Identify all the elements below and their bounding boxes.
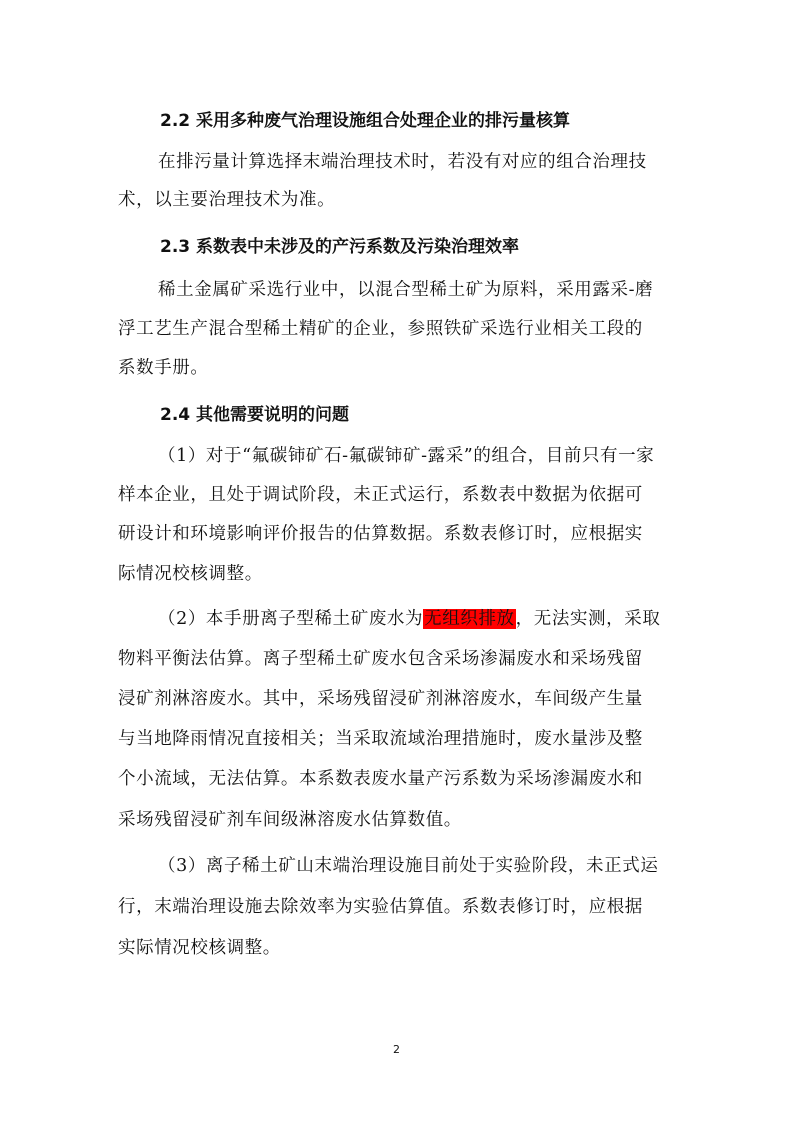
text-line: 在排污量计算选择末端治理技术时，若没有对应的组合治理技 [158,152,647,172]
text-line: 际情况校核调整。 [118,564,263,584]
text-line: 个小流域，无法估算。本系数表废水量产污系数为采场渗漏废水和 [118,769,643,789]
text-segment: ，无法实测，采取 [515,609,661,629]
text-line-with-highlight [158,605,660,630]
text-line: 系数手册。 [118,358,209,378]
text-line: 术，以主要治理技术为准。 [118,190,336,210]
text-line: 研设计和环境影响评价报告的估算数据。系数表修订时，应根据实 [118,524,643,544]
heading-2-3: 2.3 系数表中未涉及的产污系数及污染治理效率 [160,237,520,257]
text-segment: （2）本手册离子型稀土矿废水为 [158,609,424,629]
text-line: 样本企业，且处于调试阶段，未正式运行，系数表中数据为依据可 [118,485,643,505]
text-line: 采场残留浸矿剂车间级淋溶废水估算数值。 [118,810,462,830]
text-line: 实际情况校核调整。 [118,938,281,958]
text-line: 行，末端治理设施去除效率为实验估算值。系数表修订时，应根据 [118,897,643,917]
highlighted-text: 无组织排放 [424,609,515,629]
text-line: 浮工艺生产混合型稀土精矿的企业，参照铁矿采选行业相关工段的 [118,319,643,339]
text-line: （1）对于“氟碳铈矿石-氟碳铈矿-露采”的组合，目前只有一家 [158,446,655,466]
text-line: 物料平衡法估算。离子型稀土矿废水包含采场渗漏废水和采场残留 [118,649,643,669]
text-line: （3）离子稀土矿山末端治理设施目前处于实验阶段，未正式运 [158,856,659,876]
text-line: 浸矿剂淋溶废水。其中，采场残留浸矿剂淋溶废水，车间级产生量 [118,689,643,709]
heading-2-4: 2.4 其他需要说明的问题 [160,405,350,425]
text-line: 与当地降雨情况直接相关；当采取流域治理措施时，废水量涉及整 [118,729,643,749]
heading-2-2: 2.2 采用多种废气治理设施组合处理企业的排污量核算 [160,111,571,131]
page-number: 2 [393,1043,400,1056]
text-line: 稀土金属矿采选行业中，以混合型稀土矿为原料，采用露采-磨 [158,280,654,300]
